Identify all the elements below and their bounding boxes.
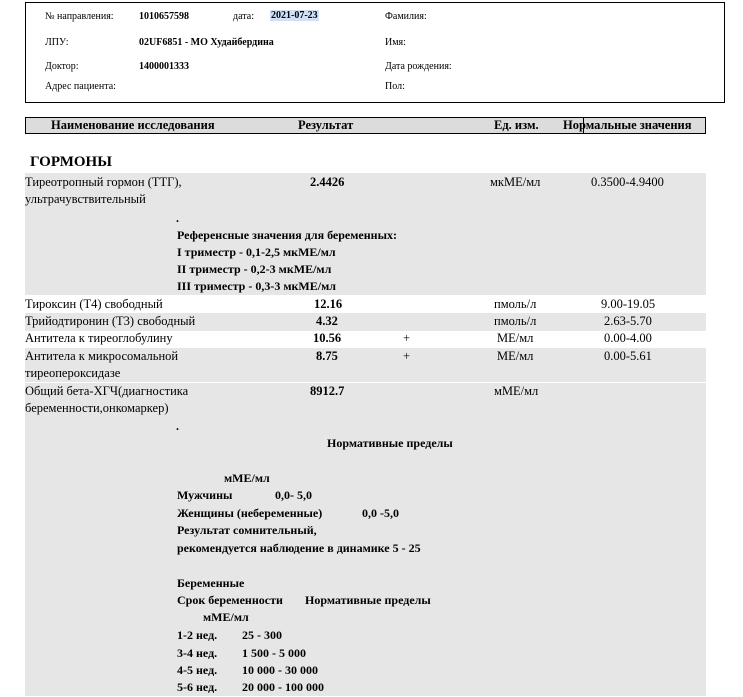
- pregnant-heading: Беременные: [177, 576, 245, 590]
- address-label: Адрес пациента:: [45, 81, 116, 92]
- column-name-header: Наименование исследования: [51, 118, 215, 132]
- term-range: 10 000 - 30 000: [242, 663, 318, 677]
- note-title: Нормативные пределы: [327, 436, 453, 450]
- term-range: 25 - 300: [242, 628, 282, 642]
- men-label: Мужчины: [177, 488, 233, 502]
- norm-value: 0.3500-4.9400: [591, 175, 664, 189]
- term-norm-label: Нормативные пределы: [305, 593, 431, 607]
- patient-header: [25, 2, 725, 103]
- result-value: 4.32: [316, 314, 338, 328]
- date-label: дата:: [233, 11, 254, 22]
- norm-value: 2.63-5.70: [604, 314, 652, 328]
- unit-value: мМЕ/мл: [494, 384, 539, 398]
- referral-label: № направления:: [45, 11, 114, 22]
- unit-value: МЕ/мл: [497, 331, 534, 345]
- unit-value: пмоль/л: [494, 314, 537, 328]
- doctor-value: 1400001333: [139, 61, 189, 72]
- abnormal-flag: +: [403, 331, 411, 345]
- result-value: 8.75: [316, 349, 338, 363]
- abnormal-flag: +: [403, 349, 411, 363]
- note-unit: мМЕ/мл: [224, 471, 270, 485]
- women-label: Женщины (небеременные): [177, 506, 323, 520]
- note-dot: .: [176, 211, 179, 225]
- note-line: II триместр - 0,2-3 мкМЕ/мл: [177, 262, 332, 276]
- test-name: Трийодтиронин (Т3) свободный: [25, 314, 196, 328]
- result-value: 10.56: [313, 331, 342, 345]
- column-unit-header: Ед. изм.: [494, 118, 539, 132]
- norm-value: 0.00-4.00: [604, 331, 652, 345]
- surname-label: Фамилия:: [385, 11, 427, 22]
- term-weeks: 4-5 нед.: [177, 663, 218, 677]
- unit-value: мкМЕ/мл: [490, 175, 541, 189]
- doubtful-text: Результат сомнительный,: [177, 523, 317, 537]
- birth-date-label: Дата рождения:: [385, 61, 452, 72]
- unit-value: пмоль/л: [494, 297, 537, 311]
- column-header-bar: [25, 117, 706, 134]
- test-name: Тиреотропный гормон (ТТГ),: [25, 175, 182, 189]
- test-name-cont: ультрачувствительный: [25, 192, 146, 206]
- section-title: ГОРМОНЫ: [30, 154, 112, 170]
- name-label: Имя:: [385, 37, 406, 48]
- test-name-cont: беременности,онкомаркер): [25, 401, 169, 415]
- norm-value: 0.00-5.61: [604, 349, 652, 363]
- unit-value: МЕ/мл: [497, 349, 534, 363]
- test-name: Общий бета-ХГЧ(диагностика: [25, 384, 189, 398]
- test-name: Тироксин (Т4) свободный: [25, 297, 163, 311]
- result-value: 12.16: [314, 297, 343, 311]
- column-norm-header: Нормальные значения: [563, 118, 692, 132]
- doctor-label: Доктор:: [45, 61, 79, 72]
- date-value[interactable]: 2021-07-23: [271, 10, 318, 21]
- men-value: 0,0- 5,0: [275, 488, 312, 502]
- lpu-value: 02UF6851 - МО Худайбердина: [139, 37, 274, 48]
- lpu-label: ЛПУ:: [45, 37, 69, 48]
- term-label: Срок беременности: [177, 593, 283, 607]
- referral-value: 1010657598: [139, 11, 189, 22]
- women-value: 0,0 -5,0: [362, 506, 399, 520]
- note-dot: .: [176, 419, 179, 433]
- recommend-text: рекомендуется наблюдение в динамике 5 - 25: [177, 541, 421, 555]
- term-weeks: 5-6 нед.: [177, 680, 218, 694]
- result-value: 8912.7: [310, 384, 345, 398]
- result-value: 2.4426: [310, 175, 345, 189]
- sex-label: Пол:: [385, 81, 405, 92]
- note-line: I триместр - 0,1-2,5 мкМЕ/мл: [177, 245, 336, 259]
- term-range: 1 500 - 5 000: [242, 646, 306, 660]
- test-name-cont: тиреопероксидазе: [25, 366, 121, 380]
- column-result-header: Результат: [298, 118, 354, 132]
- note-line: Референсные значения для беременных:: [177, 228, 397, 242]
- term-weeks: 1-2 нед.: [177, 628, 218, 642]
- term-weeks: 3-4 нед.: [177, 646, 218, 660]
- term-range: 20 000 - 100 000: [242, 680, 324, 694]
- test-name: Антитела к микросомальной: [25, 349, 179, 363]
- note-line: III триместр - 0,3-3 мкМЕ/мл: [177, 279, 336, 293]
- norm-value: 9.00-19.05: [601, 297, 656, 311]
- test-name: Антитела к тиреоглобулину: [25, 331, 173, 345]
- term-unit: мМЕ/мл: [203, 610, 249, 624]
